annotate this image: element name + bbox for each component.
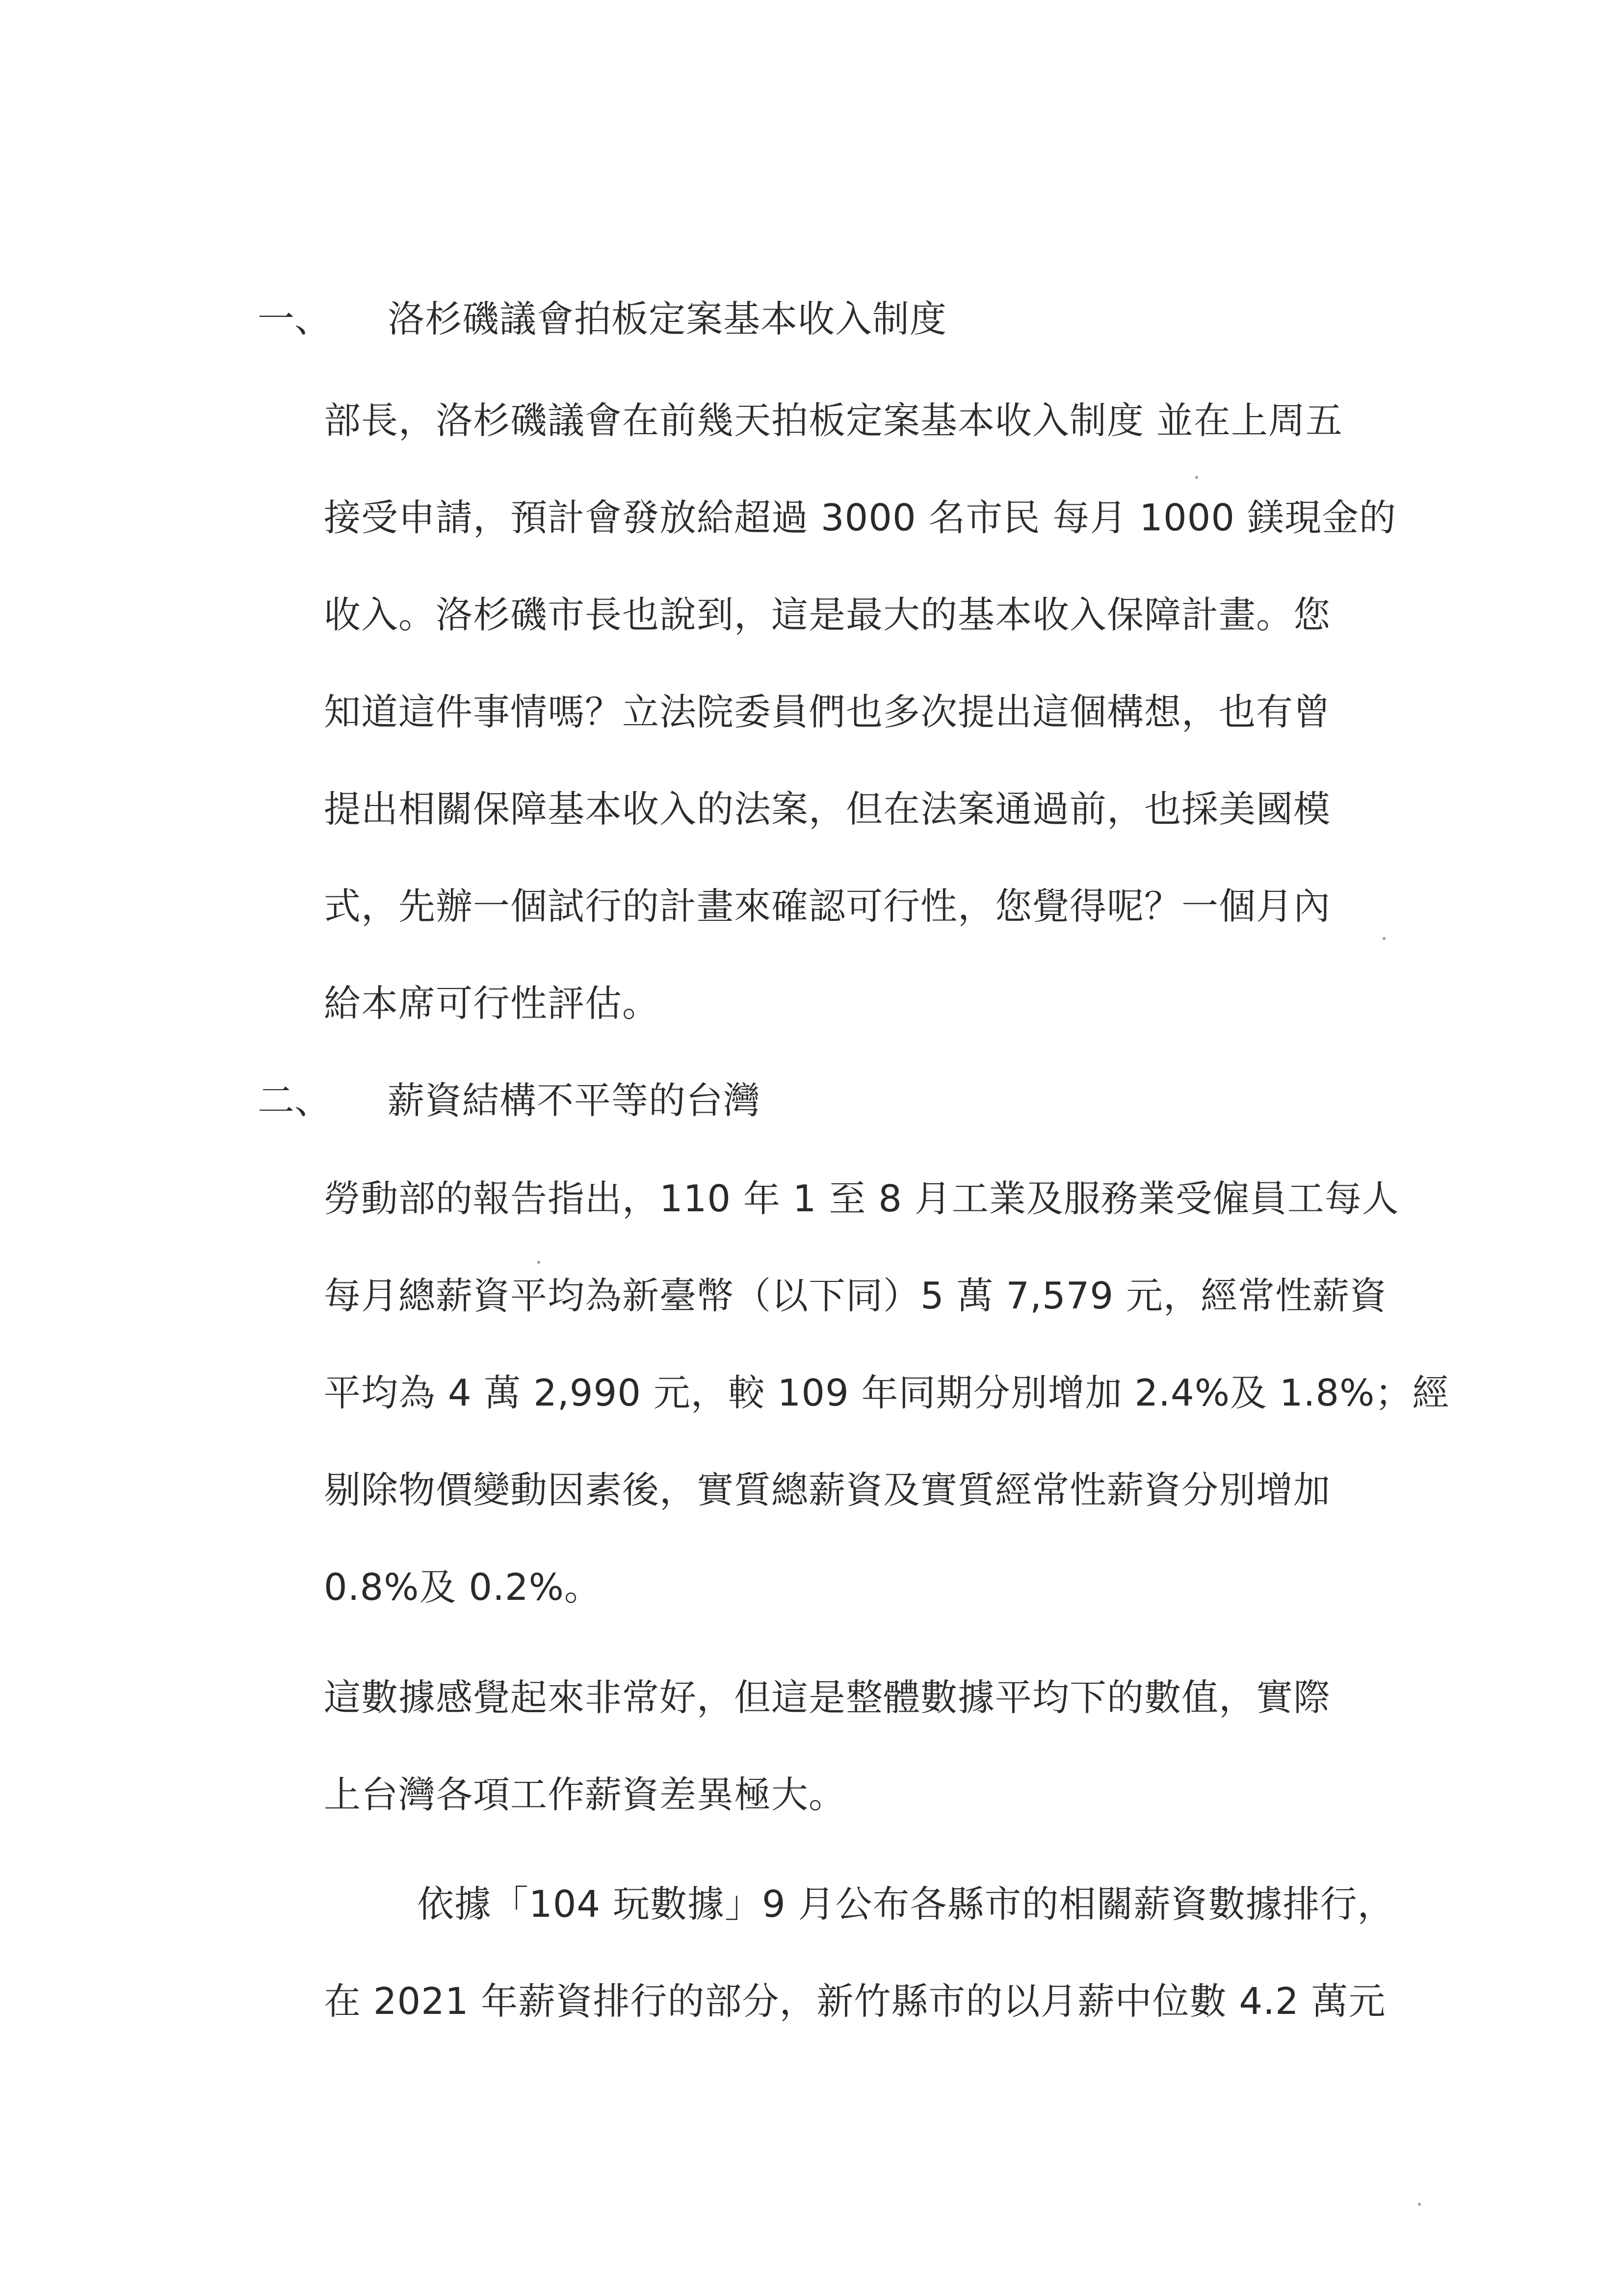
section-1-line: 提出相關保障基本收入的法案，但在法案通過前，也採美國模 bbox=[324, 787, 1331, 831]
section-1-line: 收入。洛杉磯市長也說到，這是最大的基本收入保障計畫。您 bbox=[324, 593, 1331, 636]
section-1-line: 式，先辦一個試行的計畫來確認可行性，您覺得呢？一個月內 bbox=[324, 885, 1331, 928]
scan-speck bbox=[537, 1261, 540, 1264]
scan-speck bbox=[1383, 937, 1386, 940]
section-2-number: 二、 bbox=[258, 1079, 332, 1122]
section-2-line: 這數據感覺起來非常好，但這是整體數據平均下的數值，實際 bbox=[324, 1676, 1331, 1719]
scan-speck bbox=[1418, 2203, 1421, 2206]
section-2-line: 剔除物價變動因素後，實質總薪資及實質經常性薪資分別增加 bbox=[324, 1468, 1331, 1512]
section-2-line: 勞動部的報告指出，110 年 1 至 8 月工業及服務業受僱員工每人 bbox=[324, 1177, 1399, 1220]
section-1-line: 接受申請，預計會發放給超過 3000 名市民 每月 1000 鎂現金的 bbox=[324, 496, 1396, 539]
section-2-line: 在 2021 年薪資排行的部分，新竹縣市的以月薪中位數 4.2 萬元 bbox=[324, 1980, 1386, 2023]
section-1-line: 給本席可行性評估。 bbox=[324, 982, 660, 1025]
section-1-number: 一、 bbox=[258, 297, 332, 340]
section-2-line: 依據「104 玩數據」9 月公布各縣市的相關薪資數據排行， bbox=[417, 1882, 1395, 1926]
section-2-title: 薪資結構不平等的台灣 bbox=[388, 1079, 761, 1122]
scan-speck bbox=[1195, 476, 1198, 479]
section-1-line: 知道這件事情嗎？立法院委員們也多次提出這個構想，也有曾 bbox=[324, 690, 1331, 733]
section-2-line: 上台灣各項工作薪資差異極大。 bbox=[324, 1773, 846, 1816]
section-1-line: 部長，洛杉磯議會在前幾天拍板定案基本收入制度 並在上周五 bbox=[324, 399, 1343, 442]
section-2-line: 0.8%及 0.2%。 bbox=[324, 1565, 602, 1609]
section-1-title: 洛杉磯議會拍板定案基本收入制度 bbox=[388, 297, 947, 340]
section-2-line: 每月總薪資平均為新臺幣（以下同）5 萬 7,579 元，經常性薪資 bbox=[324, 1274, 1387, 1317]
section-2-line: 平均為 4 萬 2,990 元，較 109 年同期分別增加 2.4%及 1.8%；經 bbox=[324, 1371, 1450, 1414]
